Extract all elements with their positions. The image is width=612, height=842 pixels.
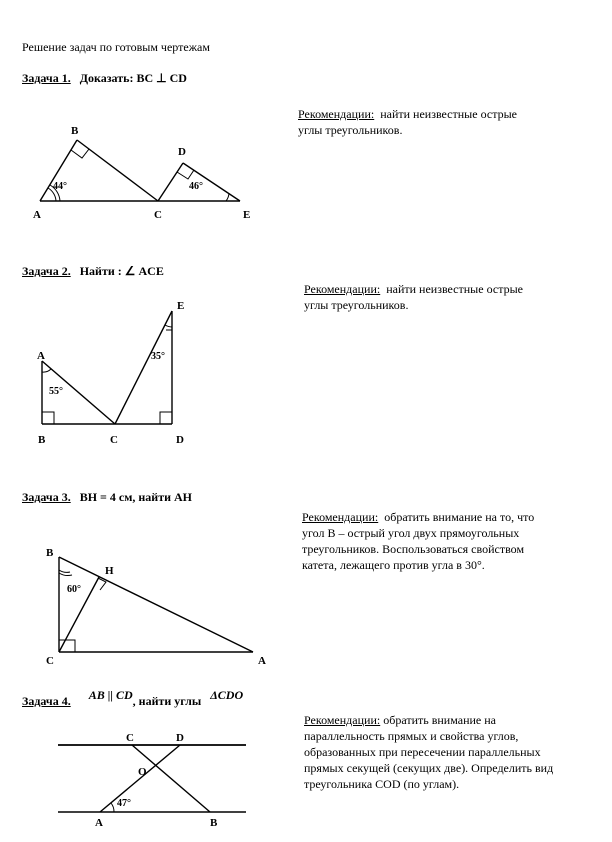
task-2-rec-label: Рекомендации: bbox=[304, 282, 381, 296]
task-4-triangle: ΔCDO bbox=[210, 688, 244, 702]
task-2-rec-line: углы треугольников. bbox=[304, 298, 409, 312]
point-e: E bbox=[243, 209, 251, 221]
task-4-math: AB || CD bbox=[88, 688, 133, 702]
task-4-rec-label: Рекомендации: bbox=[304, 713, 381, 727]
task-3-statement: BH = 4 см, найти AH bbox=[79, 490, 193, 504]
point-b: B bbox=[210, 817, 218, 829]
point-d: D bbox=[178, 146, 186, 158]
point-d: D bbox=[176, 434, 184, 446]
angle-label-b: 60° bbox=[67, 584, 81, 595]
angle-label-a: 44° bbox=[53, 181, 67, 192]
point-c: C bbox=[110, 434, 118, 446]
task-4-rec-line: обратить внимание на bbox=[383, 713, 496, 727]
point-a: A bbox=[95, 817, 103, 829]
task-2-label: Задача 2. bbox=[22, 264, 71, 278]
angle-arc-a bbox=[111, 803, 114, 812]
angle-label-e: 35° bbox=[151, 351, 165, 362]
point-a: A bbox=[33, 209, 41, 221]
task-4-statement: , найти углы bbox=[132, 694, 202, 708]
point-c: C bbox=[126, 732, 134, 744]
task-3-rec-line: угол В – острый угол двух прямоугольных bbox=[302, 526, 520, 540]
point-d: D bbox=[176, 732, 184, 744]
point-h: H bbox=[105, 565, 114, 577]
task-4-rec-line: прямых секущей (секущих две). Определить вид bbox=[304, 761, 554, 775]
point-b: B bbox=[46, 547, 54, 559]
page-title: Решение задач по готовым чертежам bbox=[22, 40, 210, 54]
point-e: E bbox=[177, 300, 185, 312]
task-2-statement: Найти : ∠ ACE bbox=[79, 264, 164, 278]
angle-label-e: 46° bbox=[189, 181, 203, 192]
task-4-rec-line: параллельность прямых и свойства углов, bbox=[304, 729, 519, 743]
task-1-rec-line: найти неизвестные острые bbox=[380, 107, 517, 121]
task-3-rec-label: Рекомендации: bbox=[302, 510, 379, 524]
point-c: C bbox=[46, 655, 54, 667]
task-4-rec-line: образованных при пересечении параллельных bbox=[304, 745, 541, 759]
task-1-label: Задача 1. bbox=[22, 71, 71, 85]
task-3-rec-line: треугольников. Воспользоваться свойством bbox=[302, 542, 525, 556]
task-3-rec-line: обратить внимание на то, что bbox=[384, 510, 535, 524]
angle-label-a: 47° bbox=[117, 798, 131, 809]
task-1-rec-line: углы треугольников. bbox=[298, 123, 403, 137]
task-3-label: Задача 3. bbox=[22, 490, 71, 504]
task-3-rec-line: катета, лежащего против угла в 30°. bbox=[302, 558, 485, 572]
task-2-rec-line: найти неизвестные острые bbox=[386, 282, 523, 296]
angle-label-a: 55° bbox=[49, 386, 63, 397]
task-4-rec-line: треугольника COD (по углам). bbox=[304, 777, 460, 791]
segment-da bbox=[100, 745, 180, 812]
segment-cb bbox=[132, 745, 210, 812]
point-b: B bbox=[71, 125, 79, 137]
point-a: A bbox=[37, 350, 45, 362]
task-4-label: Задача 4. bbox=[22, 694, 71, 708]
point-o: O bbox=[138, 766, 147, 778]
point-c: C bbox=[154, 209, 162, 221]
task-1-statement: Доказать: BC ⊥ CD bbox=[79, 71, 187, 85]
task-1-rec-label: Рекомендации: bbox=[298, 107, 375, 121]
point-b: B bbox=[38, 434, 46, 446]
point-a: A bbox=[258, 655, 266, 667]
